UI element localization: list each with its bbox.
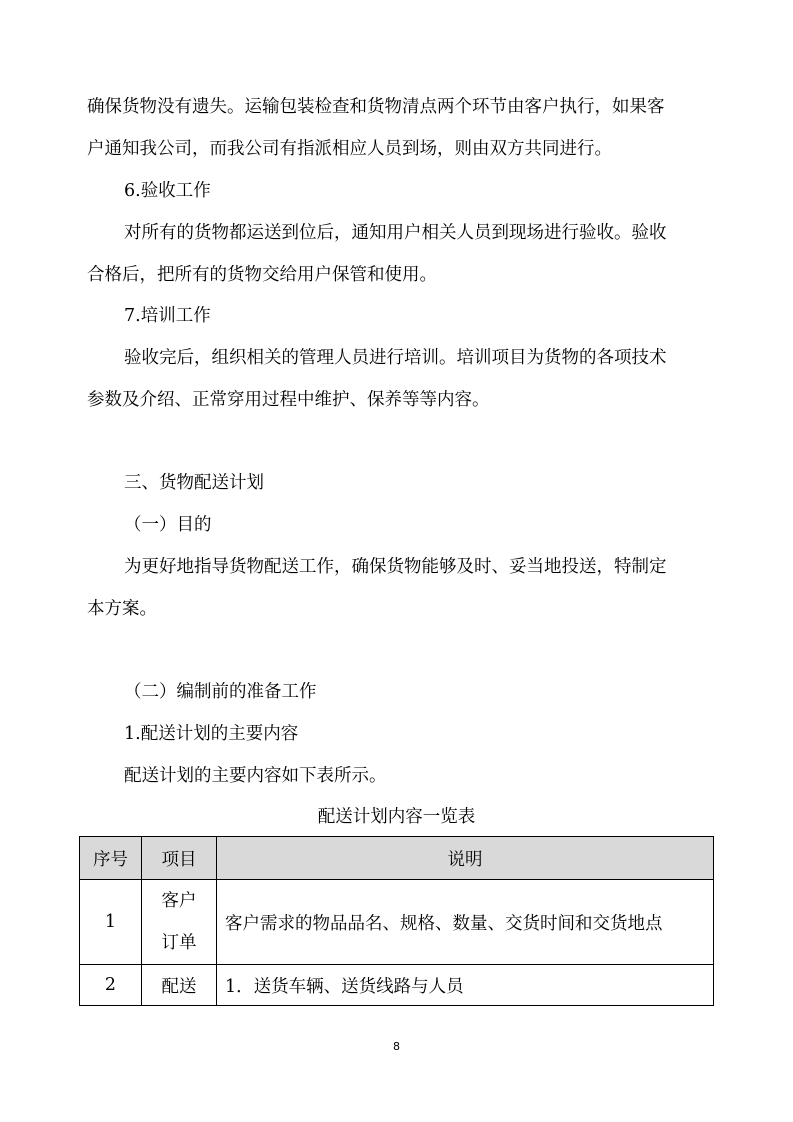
section-heading: 1.配送计划的主要内容 [124,724,299,744]
cell-item: 配送 [142,965,217,1006]
paragraph-line: 验收完后，组织相关的管理人员进行培训。培训项目为货物的各项技术 [124,348,667,368]
delivery-plan-table [79,836,714,1006]
paragraph-line: 确保货物没有遗失。运输包装检查和货物清点两个环节由客户执行，如果客 [87,97,665,117]
paragraph-line: 参数及介绍、正常穿用过程中维护、保养等等内容。 [87,390,490,410]
cell-desc: 1．送货车辆、送货线路与人员 [217,965,714,1006]
table-row [80,880,714,965]
subsection-heading: （一）目的 [124,515,212,535]
paragraph-line: 本方案。 [87,599,157,619]
header-cell-desc: 说明 [217,837,714,880]
cell-item [142,880,217,965]
chapter-heading: 三、货物配送计划 [124,473,264,493]
section-heading: 6.验收工作 [124,181,211,201]
table-header-row [80,837,714,880]
cell-no: 2 [80,965,142,1006]
paragraph-line: 合格后，把所有的货物交给用户保管和使用。 [87,265,437,285]
section-heading: 7.培训工作 [124,306,211,326]
cell-item-line: 订单 [161,933,197,953]
header-cell-item: 项目 [142,837,217,880]
table-caption: 配送计划内容一览表 [317,807,476,827]
table-row [80,965,714,1006]
cell-no: 1 [80,880,142,965]
cell-desc: 客户需求的物品品名、规格、数量、交货时间和交货地点 [217,880,714,965]
paragraph-line: 为更好地指导货物配送工作，确保货物能够及时、妥当地投送，特制定 [124,557,667,577]
cell-item-line: 客户 [161,891,197,911]
paragraph-line: 配送计划的主要内容如下表所示。 [124,766,387,786]
paragraph-line: 对所有的货物都运送到位后，通知用户相关人员到现场进行验收。验收 [124,223,667,243]
header-cell-no: 序号 [80,837,142,880]
paragraph-line: 户通知我公司，而我公司有指派相应人员到场，则由双方共同进行。 [87,139,612,159]
subsection-heading: （二）编制前的准备工作 [124,682,317,702]
page-number: 8 [393,1040,400,1053]
